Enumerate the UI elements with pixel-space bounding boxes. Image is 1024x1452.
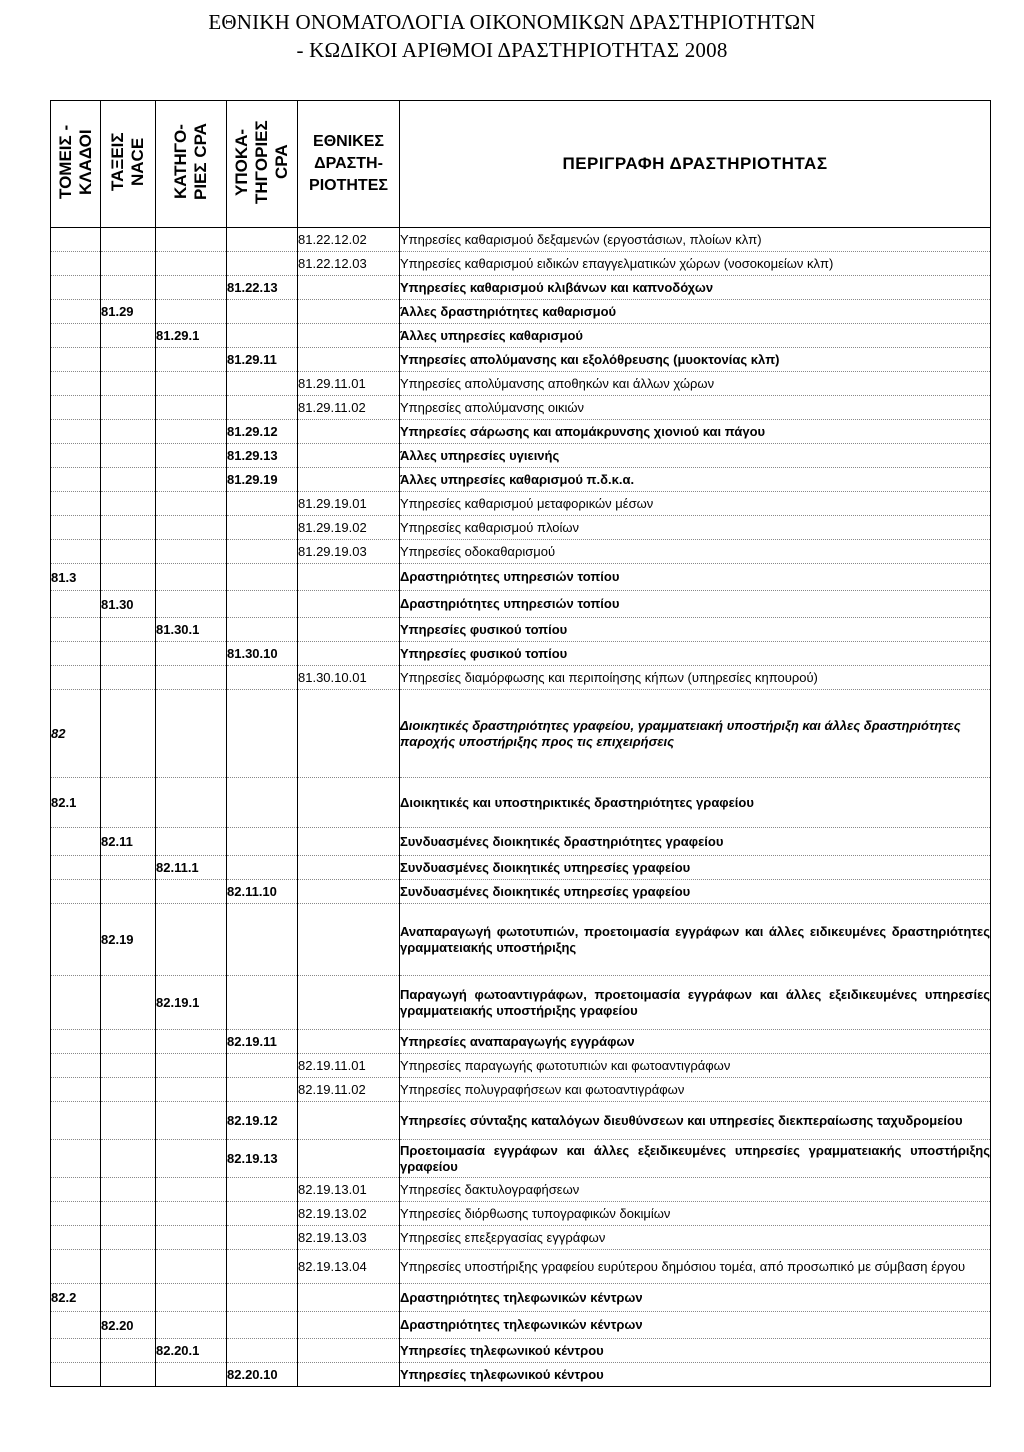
cell-nace-class (101, 1178, 156, 1202)
cell-cpa-category (156, 828, 227, 856)
cell-cpa-category (156, 1178, 227, 1202)
cell-national-code (298, 591, 400, 618)
cell-description: Αναπαραγωγή φωτοτυπιών, προετοιμασία εγγράφων και άλλες ειδικευμένες δραστηριότητες γραμματειακής υποστήριξης (400, 904, 991, 976)
cell-cpa-subcategory: 81.30.10 (227, 642, 298, 666)
table-row (51, 1363, 991, 1387)
cell-cpa-subcategory (227, 372, 298, 396)
cell-cpa-subcategory: 82.19.12 (227, 1102, 298, 1140)
table-row (51, 372, 991, 396)
cell-nace-class (101, 1226, 156, 1250)
cell-cpa-subcategory (227, 1312, 298, 1339)
cell-national-code (298, 976, 400, 1030)
cell-cpa-category (156, 1202, 227, 1226)
cell-cpa-category (156, 564, 227, 591)
cell-description: Υπηρεσίες υποστήριξης γραφείου ευρύτερου δημόσιου τομέα, από προσωπικό με σύμβαση έργου (400, 1250, 991, 1284)
table-row (51, 642, 991, 666)
cell-cpa-subcategory (227, 1250, 298, 1284)
cell-national-code: 82.19.11.01 (298, 1054, 400, 1078)
cell-national-code: 81.29.11.02 (298, 396, 400, 420)
cell-sector (51, 1312, 101, 1339)
table-row (51, 618, 991, 642)
table-row (51, 1178, 991, 1202)
cell-national-code (298, 778, 400, 828)
table-row (51, 591, 991, 618)
cell-national-code: 82.19.13.04 (298, 1250, 400, 1284)
table-row (51, 252, 991, 276)
cell-nace-class (101, 856, 156, 880)
activity-codes-table (50, 100, 991, 1387)
cell-national-code: 81.22.12.02 (298, 228, 400, 252)
cell-sector (51, 516, 101, 540)
cell-nace-class: 82.20 (101, 1312, 156, 1339)
cell-sector (51, 880, 101, 904)
table-row (51, 324, 991, 348)
cell-national-code (298, 1140, 400, 1178)
cell-nace-class (101, 540, 156, 564)
table-row (51, 444, 991, 468)
cell-nace-class (101, 468, 156, 492)
cell-sector (51, 856, 101, 880)
table-row (51, 778, 991, 828)
cell-cpa-subcategory: 81.29.19 (227, 468, 298, 492)
cell-description: Διοικητικές δραστηριότητες γραφείου, γραμματειακή υποστήριξη και άλλες δραστηριότητες παροχής υποστήριξης προς τις επιχειρήσεις (400, 690, 991, 778)
cell-national-code: 81.29.19.03 (298, 540, 400, 564)
cell-cpa-subcategory (227, 904, 298, 976)
cell-description: Υπηρεσίες τηλεφωνικού κέντρου (400, 1363, 991, 1387)
cell-description: Υπηρεσίες διόρθωσης τυπογραφικών δοκιμίων (400, 1202, 991, 1226)
cell-cpa-category (156, 468, 227, 492)
cell-sector (51, 252, 101, 276)
cell-sector (51, 1140, 101, 1178)
cell-national-code: 82.19.13.01 (298, 1178, 400, 1202)
cell-cpa-category: 81.30.1 (156, 618, 227, 642)
cell-national-code (298, 1284, 400, 1312)
cell-cpa-subcategory (227, 1054, 298, 1078)
cell-nace-class: 81.30 (101, 591, 156, 618)
cell-cpa-category (156, 1250, 227, 1284)
cell-nace-class (101, 516, 156, 540)
cell-cpa-subcategory (227, 1339, 298, 1363)
table-row (51, 300, 991, 324)
cell-cpa-category (156, 348, 227, 372)
cell-description: Υπηρεσίες αναπαραγωγής εγγράφων (400, 1030, 991, 1054)
cell-cpa-category (156, 276, 227, 300)
cell-description: Υπηρεσίες καθαρισμού δεξαμενών (εργοστάσιων, πλοίων κλπ) (400, 228, 991, 252)
cell-national-code (298, 276, 400, 300)
cell-sector (51, 828, 101, 856)
cell-cpa-category (156, 1284, 227, 1312)
cell-description: Υπηρεσίες φυσικού τοπίου (400, 642, 991, 666)
cell-cpa-subcategory (227, 618, 298, 642)
table-row (51, 1054, 991, 1078)
cell-description: Άλλες υπηρεσίες καθαρισμού π.δ.κ.α. (400, 468, 991, 492)
cell-cpa-subcategory (227, 828, 298, 856)
cell-cpa-subcategory: 81.29.13 (227, 444, 298, 468)
cell-nace-class (101, 1140, 156, 1178)
cell-nace-class (101, 1078, 156, 1102)
cell-sector: 82.2 (51, 1284, 101, 1312)
cell-cpa-subcategory (227, 252, 298, 276)
cell-sector (51, 444, 101, 468)
cell-cpa-subcategory: 81.29.11 (227, 348, 298, 372)
cell-cpa-category (156, 1102, 227, 1140)
cell-sector (51, 1226, 101, 1250)
cell-nace-class (101, 492, 156, 516)
cell-description: Υπηρεσίες παραγωγής φωτοτυπιών και φωτοαντιγράφων (400, 1054, 991, 1078)
cell-description: Υπηρεσίες απολύμανσης αποθηκών και άλλων χώρων (400, 372, 991, 396)
cell-nace-class (101, 1030, 156, 1054)
cell-cpa-subcategory (227, 690, 298, 778)
cell-sector (51, 642, 101, 666)
table-row (51, 1140, 991, 1178)
cell-description: Υπηρεσίες σάρωσης και απομάκρυνσης χιονιού και πάγου (400, 420, 991, 444)
cell-nace-class (101, 880, 156, 904)
cell-description: Δραστηριότητες υπηρεσιών τοπίου (400, 591, 991, 618)
cell-sector: 82.1 (51, 778, 101, 828)
cell-cpa-subcategory: 82.19.11 (227, 1030, 298, 1054)
cell-national-code (298, 690, 400, 778)
cell-description: Υπηρεσίες φυσικού τοπίου (400, 618, 991, 642)
cell-sector (51, 1339, 101, 1363)
cell-description: Διοικητικές και υποστηρικτικές δραστηριότητες γραφείου (400, 778, 991, 828)
cell-nace-class (101, 778, 156, 828)
cell-national-code (298, 828, 400, 856)
cell-cpa-subcategory (227, 564, 298, 591)
cell-cpa-subcategory (227, 540, 298, 564)
cell-nace-class (101, 618, 156, 642)
table-row (51, 1250, 991, 1284)
cell-national-code (298, 564, 400, 591)
cell-nace-class (101, 690, 156, 778)
cell-description: Συνδυασμένες διοικητικές δραστηριότητες γραφείου (400, 828, 991, 856)
cell-description: Συνδυασμένες διοικητικές υπηρεσίες γραφείου (400, 856, 991, 880)
header-activity-description: ΠΕΡΙΓΡΑΦΗ ΔΡΑΣΤΗΡΙΟΤΗΤΑΣ (400, 101, 991, 228)
cell-description: Δραστηριότητες τηλεφωνικών κέντρων (400, 1312, 991, 1339)
cell-description: Υπηρεσίες απολύμανσης οικιών (400, 396, 991, 420)
cell-national-code (298, 468, 400, 492)
cell-cpa-subcategory: 82.20.10 (227, 1363, 298, 1387)
cell-nace-class (101, 228, 156, 252)
cell-cpa-subcategory: 81.29.12 (227, 420, 298, 444)
cell-cpa-subcategory (227, 778, 298, 828)
table-row (51, 1102, 991, 1140)
cell-cpa-category (156, 540, 227, 564)
table-row (51, 880, 991, 904)
header-cpa-categories: ΚΑΤΗΓΟ- ΡΙΕΣ CPA (156, 101, 227, 228)
cell-sector (51, 468, 101, 492)
table-row (51, 276, 991, 300)
cell-nace-class: 82.19 (101, 904, 156, 976)
cell-national-code (298, 618, 400, 642)
cell-national-code: 81.22.12.03 (298, 252, 400, 276)
cell-nace-class (101, 372, 156, 396)
cell-sector (51, 1054, 101, 1078)
cell-national-code (298, 1339, 400, 1363)
cell-sector (51, 372, 101, 396)
cell-national-code: 82.19.13.03 (298, 1226, 400, 1250)
cell-sector (51, 540, 101, 564)
cell-cpa-subcategory (227, 591, 298, 618)
cell-national-code: 82.19.11.02 (298, 1078, 400, 1102)
cell-nace-class (101, 348, 156, 372)
cell-description: Υπηρεσίες καθαρισμού ειδικών επαγγελματικών χώρων (νοσοκομείων κλπ) (400, 252, 991, 276)
table-row (51, 468, 991, 492)
cell-nace-class (101, 1339, 156, 1363)
cell-description: Προετοιμασία εγγράφων και άλλες εξειδικευμένες υπηρεσίες γραμματειακής υποστήριξης γραφείου (400, 1140, 991, 1178)
cell-nace-class: 81.29 (101, 300, 156, 324)
cell-description: Υπηρεσίες επεξεργασίας εγγράφων (400, 1226, 991, 1250)
cell-national-code (298, 420, 400, 444)
cell-cpa-subcategory (227, 1226, 298, 1250)
cell-sector (51, 618, 101, 642)
cell-nace-class (101, 1250, 156, 1284)
cell-national-code (298, 324, 400, 348)
cell-cpa-category (156, 492, 227, 516)
document-title (0, 8, 1024, 64)
cell-cpa-category: 82.20.1 (156, 1339, 227, 1363)
table-row (51, 1226, 991, 1250)
table-row (51, 420, 991, 444)
cell-cpa-category (156, 228, 227, 252)
cell-national-code (298, 856, 400, 880)
cell-nace-class (101, 444, 156, 468)
cell-cpa-category (156, 1363, 227, 1387)
cell-cpa-subcategory (227, 976, 298, 1030)
table-row (51, 492, 991, 516)
cell-nace-class (101, 324, 156, 348)
table-row (51, 690, 991, 778)
cell-nace-class: 82.11 (101, 828, 156, 856)
table-row (51, 904, 991, 976)
cell-sector (51, 324, 101, 348)
cell-national-code: 81.29.19.01 (298, 492, 400, 516)
cell-sector (51, 492, 101, 516)
cell-nace-class (101, 666, 156, 690)
cell-national-code (298, 1312, 400, 1339)
cell-sector (51, 591, 101, 618)
cell-cpa-category (156, 372, 227, 396)
cell-national-code (298, 1102, 400, 1140)
cell-national-code (298, 348, 400, 372)
cell-sector (51, 420, 101, 444)
cell-nace-class (101, 420, 156, 444)
table-body (51, 228, 991, 1387)
header-cpa-subcategories: ΥΠΟΚΑ- ΤΗΓΟΡΙΕΣ CPA (227, 101, 298, 228)
cell-cpa-category (156, 516, 227, 540)
cell-description: Υπηρεσίες καθαρισμού πλοίων (400, 516, 991, 540)
cell-description: Υπηρεσίες τηλεφωνικού κέντρου (400, 1339, 991, 1363)
cell-sector (51, 904, 101, 976)
cell-nace-class (101, 976, 156, 1030)
cell-description: Υπηρεσίες απολύμανσης και εξολόθρευσης (μυοκτονίας κλπ) (400, 348, 991, 372)
cell-nace-class (101, 1202, 156, 1226)
cell-cpa-category (156, 420, 227, 444)
cell-nace-class (101, 276, 156, 300)
document-title-line-1: ΕΘΝΙΚΗ ΟΝΟΜΑΤΟΛΟΓΙΑ ΟΙΚΟΝΟΜΙΚΩΝ ΔΡΑΣΤΗΡΙΟΤΗΤΩΝ (208, 10, 816, 34)
cell-sector (51, 1250, 101, 1284)
cell-description: Υπηρεσίες οδοκαθαρισμού (400, 540, 991, 564)
cell-cpa-category: 82.19.1 (156, 976, 227, 1030)
table-row (51, 1030, 991, 1054)
cell-description: Υπηρεσίες καθαρισμού μεταφορικών μέσων (400, 492, 991, 516)
table-row (51, 396, 991, 420)
cell-sector (51, 1178, 101, 1202)
cell-description: Δραστηριότητες τηλεφωνικών κέντρων (400, 1284, 991, 1312)
cell-sector (51, 1030, 101, 1054)
cell-sector (51, 1078, 101, 1102)
document-title-line-2: - ΚΩΔΙΚΟΙ ΑΡΙΘΜΟΙ ΔΡΑΣΤΗΡΙΟΤΗΤΑΣ 2008 (296, 38, 728, 62)
cell-sector (51, 666, 101, 690)
cell-national-code: 81.29.19.02 (298, 516, 400, 540)
table-row (51, 976, 991, 1030)
table-row (51, 1312, 991, 1339)
table-row (51, 516, 991, 540)
cell-cpa-category (156, 252, 227, 276)
cell-description: Υπηρεσίες πολυγραφήσεων και φωτοαντιγράφων (400, 1078, 991, 1102)
cell-sector (51, 396, 101, 420)
cell-cpa-category (156, 880, 227, 904)
cell-cpa-category (156, 1140, 227, 1178)
cell-cpa-category (156, 666, 227, 690)
cell-cpa-category (156, 904, 227, 976)
cell-sector (51, 300, 101, 324)
cell-national-code (298, 880, 400, 904)
cell-cpa-subcategory (227, 856, 298, 880)
cell-sector (51, 976, 101, 1030)
cell-sector: 82 (51, 690, 101, 778)
table-row (51, 1284, 991, 1312)
cell-nace-class (101, 642, 156, 666)
header-nace-classes: ΤΑΞΕΙΣ NACE (101, 101, 156, 228)
cell-description: Δραστηριότητες υπηρεσιών τοπίου (400, 564, 991, 591)
cell-sector (51, 1363, 101, 1387)
cell-cpa-subcategory: 81.22.13 (227, 276, 298, 300)
cell-cpa-subcategory (227, 516, 298, 540)
table-row (51, 1339, 991, 1363)
header-national-activities: ΕΘΝΙΚΕΣ ΔΡΑΣΤΗ- ΡΙΟΤΗΤΕΣ (298, 101, 400, 228)
cell-description: Συνδυασμένες διοικητικές υπηρεσίες γραφείου (400, 880, 991, 904)
cell-national-code (298, 300, 400, 324)
table-row (51, 228, 991, 252)
cell-cpa-subcategory (227, 1078, 298, 1102)
cell-cpa-subcategory (227, 666, 298, 690)
table-row (51, 1202, 991, 1226)
cell-description: Υπηρεσίες δακτυλογραφήσεων (400, 1178, 991, 1202)
cell-cpa-subcategory (227, 1178, 298, 1202)
cell-cpa-category (156, 778, 227, 828)
cell-cpa-subcategory: 82.11.10 (227, 880, 298, 904)
cell-cpa-subcategory (227, 300, 298, 324)
cell-sector (51, 276, 101, 300)
cell-nace-class (101, 1363, 156, 1387)
cell-cpa-category (156, 1226, 227, 1250)
cell-national-code (298, 904, 400, 976)
cell-sector: 81.3 (51, 564, 101, 591)
cell-cpa-category: 82.11.1 (156, 856, 227, 880)
cell-cpa-category (156, 1078, 227, 1102)
cell-sector (51, 1202, 101, 1226)
cell-cpa-category (156, 1030, 227, 1054)
cell-national-code (298, 1030, 400, 1054)
cell-cpa-subcategory (227, 1202, 298, 1226)
table-row (51, 564, 991, 591)
header-sectors: ΤΟΜΕΙΣ - ΚΛΑΔΟΙ (51, 101, 101, 228)
cell-description: Υπηρεσίες διαμόρφωσης και περιποίησης κήπων (υπηρεσίες κηπουρού) (400, 666, 991, 690)
cell-cpa-category (156, 396, 227, 420)
table-row (51, 666, 991, 690)
cell-cpa-subcategory (227, 396, 298, 420)
cell-cpa-category (156, 300, 227, 324)
cell-cpa-subcategory (227, 228, 298, 252)
cell-nace-class (101, 564, 156, 591)
cell-cpa-category (156, 1054, 227, 1078)
cell-description: Υπηρεσίες καθαρισμού κλιβάνων και καπνοδόχων (400, 276, 991, 300)
table-row (51, 828, 991, 856)
cell-sector (51, 348, 101, 372)
table-row (51, 540, 991, 564)
cell-national-code: 81.30.10.01 (298, 666, 400, 690)
cell-nace-class (101, 396, 156, 420)
cell-description: Άλλες υπηρεσίες καθαρισμού (400, 324, 991, 348)
cell-cpa-category (156, 1312, 227, 1339)
cell-nace-class (101, 1054, 156, 1078)
cell-nace-class (101, 1284, 156, 1312)
cell-national-code: 81.29.11.01 (298, 372, 400, 396)
cell-nace-class (101, 252, 156, 276)
cell-sector (51, 228, 101, 252)
cell-cpa-subcategory: 82.19.13 (227, 1140, 298, 1178)
cell-cpa-category (156, 591, 227, 618)
cell-national-code (298, 642, 400, 666)
table-row (51, 1078, 991, 1102)
cell-cpa-subcategory (227, 324, 298, 348)
cell-description: Άλλες δραστηριότητες καθαρισμού (400, 300, 991, 324)
table-row (51, 348, 991, 372)
cell-nace-class (101, 1102, 156, 1140)
cell-cpa-category: 81.29.1 (156, 324, 227, 348)
cell-description: Παραγωγή φωτοαντιγράφων, προετοιμασία εγγράφων και άλλες εξειδικευμένες υπηρεσίες γραμματειακής υποστήριξης γραφείου (400, 976, 991, 1030)
cell-description: Υπηρεσίες σύνταξης καταλόγων διευθύνσεων και υπηρεσίες διεκπεραίωσης ταχυδρομείου (400, 1102, 991, 1140)
table-row (51, 856, 991, 880)
cell-national-code (298, 1363, 400, 1387)
cell-cpa-subcategory (227, 492, 298, 516)
table-header-row (51, 101, 991, 228)
cell-cpa-category (156, 690, 227, 778)
cell-cpa-category (156, 642, 227, 666)
cell-national-code: 82.19.13.02 (298, 1202, 400, 1226)
cell-national-code (298, 444, 400, 468)
cell-cpa-category (156, 444, 227, 468)
cell-sector (51, 1102, 101, 1140)
cell-description: Άλλες υπηρεσίες υγιεινής (400, 444, 991, 468)
cell-cpa-subcategory (227, 1284, 298, 1312)
